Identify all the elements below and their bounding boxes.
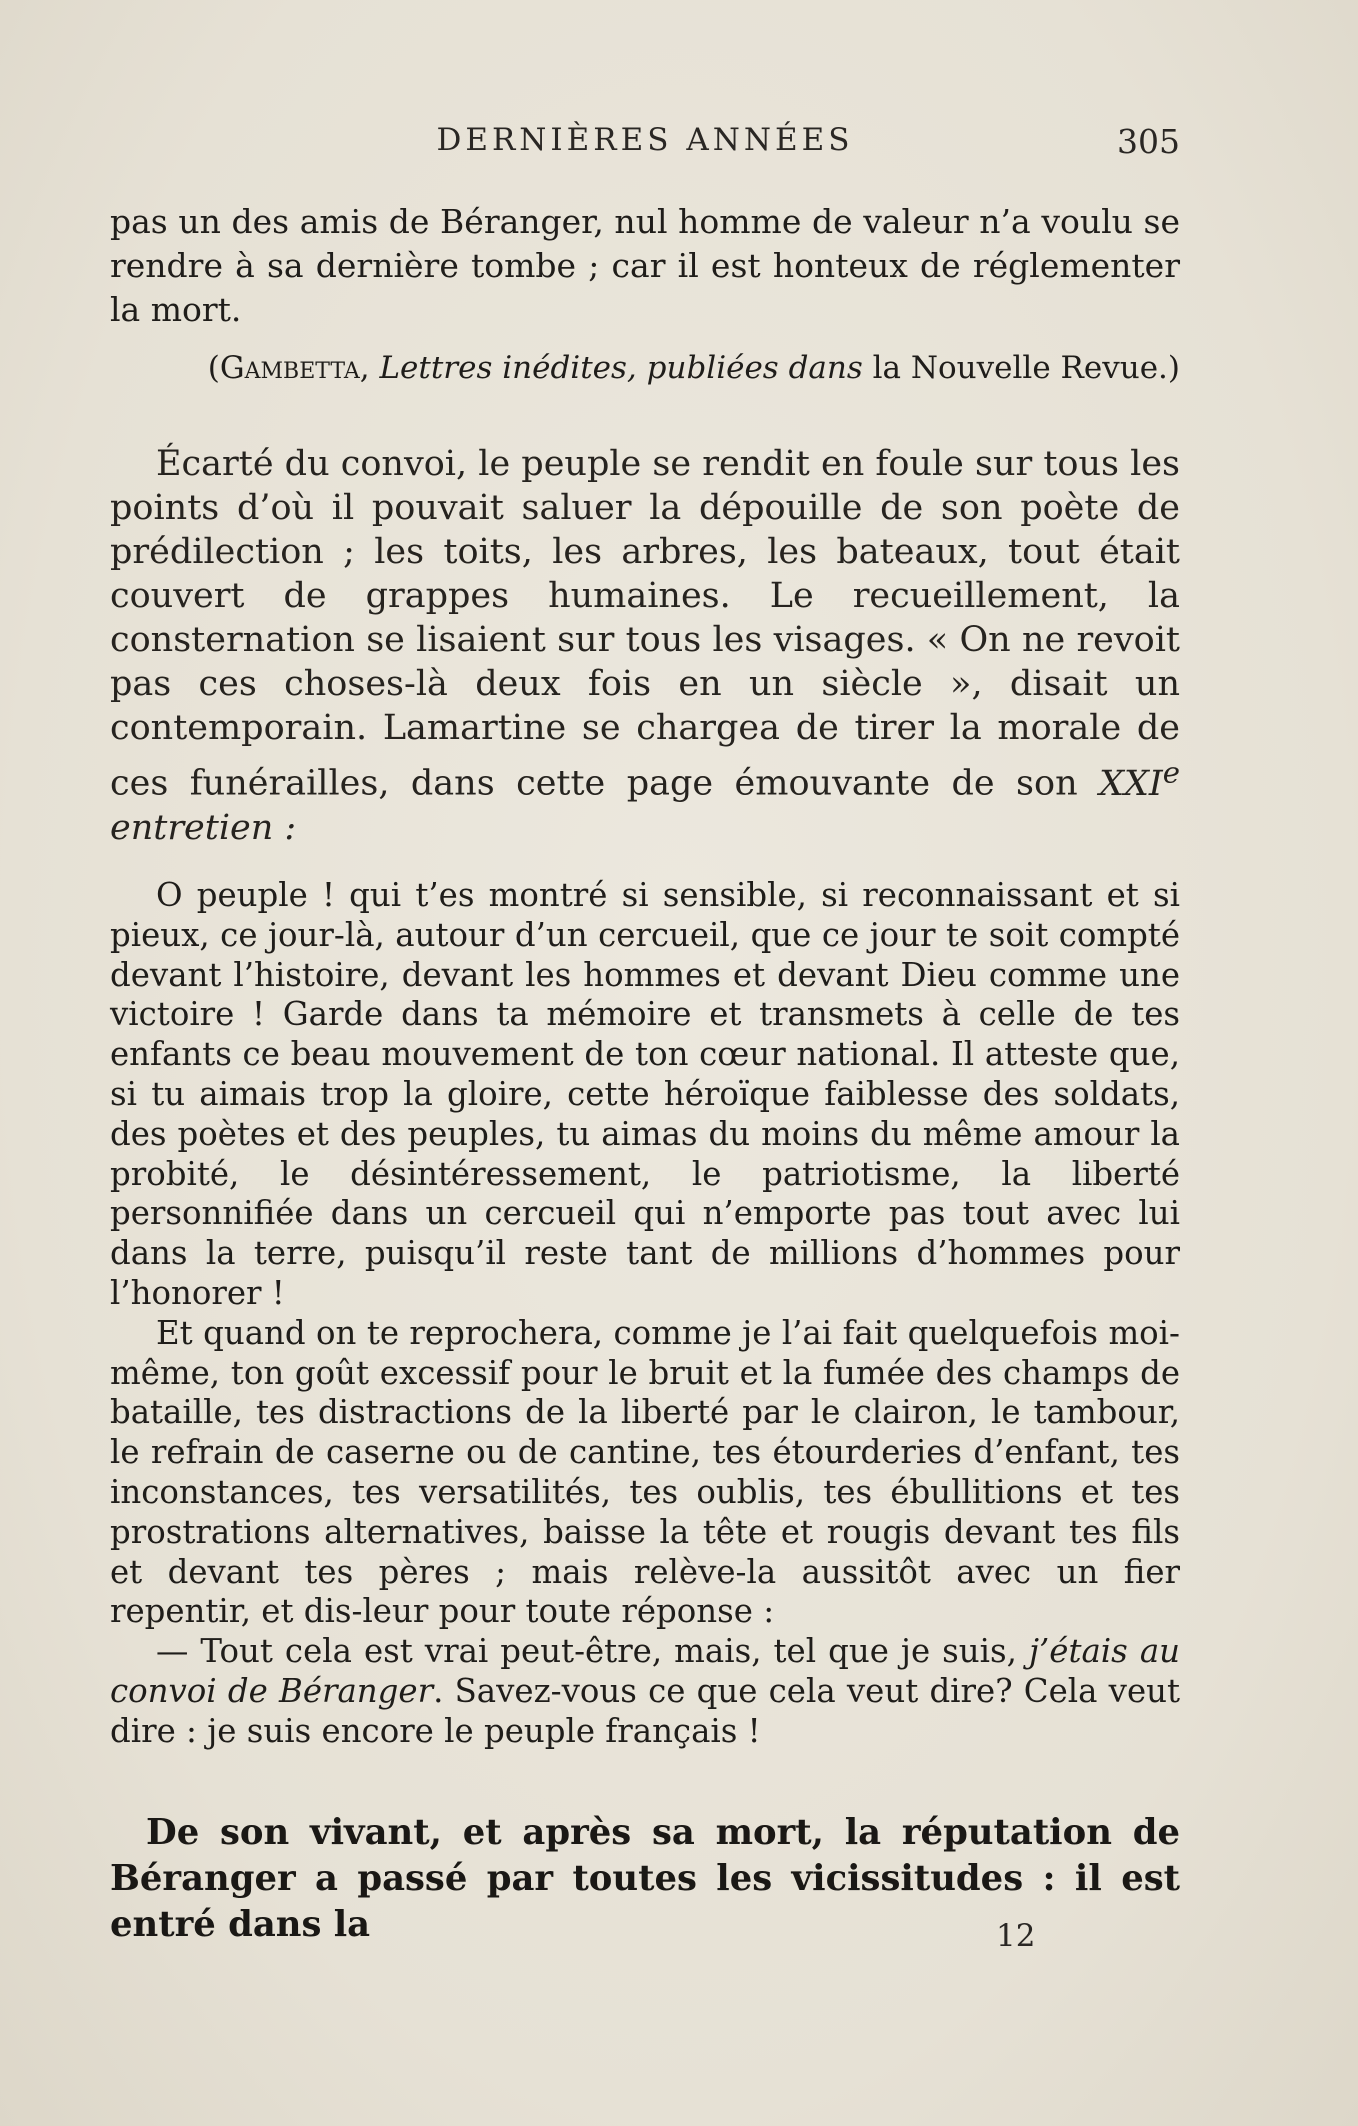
- signature-mark: 12: [996, 1918, 1036, 1954]
- quote-paragraph-3-italic: j’étais au convoi de Béranger: [110, 1632, 1180, 1710]
- bottom-paragraph: De son vivant, et après sa mort, la réputation de Béranger a passé par toutes les vicissitudes : il est entré dans la: [110, 1812, 1180, 1945]
- citation: [110, 348, 1180, 388]
- quote-paragraph-2: Et quand on te reprochera, comme je l’ai fait quelquefois moi-même, ton goût excessif pour le bruit et la fumée des champs de bataille, tes distractions de la liberté par le clairon, le tambour, le refrain de caserne ou de cantine, tes étourderies d’enfant, tes inconstances, tes versatilités, tes oublis, tes ébullitions et tes prostrations alternatives, baisse la tête et rougis devant tes fils et devant tes pères ; mais relève-la aussitôt avec un fier repentir, et dis-leur pour toute réponse :: [110, 1313, 1180, 1631]
- roman-numeral: XXIe: [1099, 755, 1180, 804]
- citation-author: Gambetta: [219, 350, 360, 386]
- citation-mid: la: [862, 350, 911, 386]
- main-paragraph-text: Écarté du convoi, le peuple se rendit en foule sur tous les points d’où il pouvait saluer la dépouille de son poète de prédilection ; les toits, les arbres, les bateaux, tout était couvert de grappes humaines. Le recueillement, la consternation se lisaient sur tous les visages. « On ne revoit pas ces choses-là deux fois en un siècle », disait un contemporain. Lamartine se chargea de tirer la morale de ces funérailles, dans cette page émouvante de son: [110, 444, 1180, 804]
- ordinal-superscript: e: [1162, 755, 1180, 789]
- citation-work: Lettres inédites, publiées dans: [379, 350, 863, 386]
- quote-paragraph-3-end: . Savez-vous ce que cela veut dire? Cela veut dire : je suis encore le peuple français !: [110, 1671, 1181, 1750]
- citation-journal: Nouvelle Revue: [910, 350, 1159, 386]
- quote-paragraph-1: O peuple ! qui t’es montré si sensible, si reconnaissant et si pieux, ce jour-là, autour d’un cercueil, que ce jour te soit compté devant l’histoire, devant les hommes et devant Dieu comme une victoire ! Garde dans ta mémoire et transmets à celle de tes enfants ce beau mouvement de ton cœur national. Il atteste que, si tu aimais trop la gloire, cette héroïque faiblesse des soldats, des poètes et des peuples, tu aimas du moins du même amour la probité, le désintéressement, le patriotisme, la liberté personnifiée dans un cercueil qui n’emporte pas tout avec lui dans la terre, puisqu’il reste tant de millions d’hommes pour l’honorer !: [110, 876, 1180, 1312]
- page-number: 305: [1117, 122, 1180, 161]
- lamartine-quote: [110, 876, 1180, 1752]
- running-title: DERNIÈRES ANNÉES: [436, 122, 854, 158]
- citation-close: .): [1158, 350, 1180, 386]
- main-paragraph-italic-end: entretien :: [110, 807, 297, 848]
- quote-paragraph-3: [110, 1632, 1180, 1751]
- page-header: [110, 122, 1180, 172]
- citation-open: (: [207, 350, 220, 386]
- main-paragraph: [110, 442, 1180, 850]
- quote-paragraph-3-start: — Tout cela est vrai peut-être, mais, tel que je suis,: [156, 1632, 1029, 1671]
- citation-sep: ,: [359, 350, 380, 386]
- quote-excerpt: pas un des amis de Béranger, nul homme de valeur n’a voulu se rendre à sa dernière tombe ; car il est honteux de réglementer la mort.: [110, 202, 1180, 329]
